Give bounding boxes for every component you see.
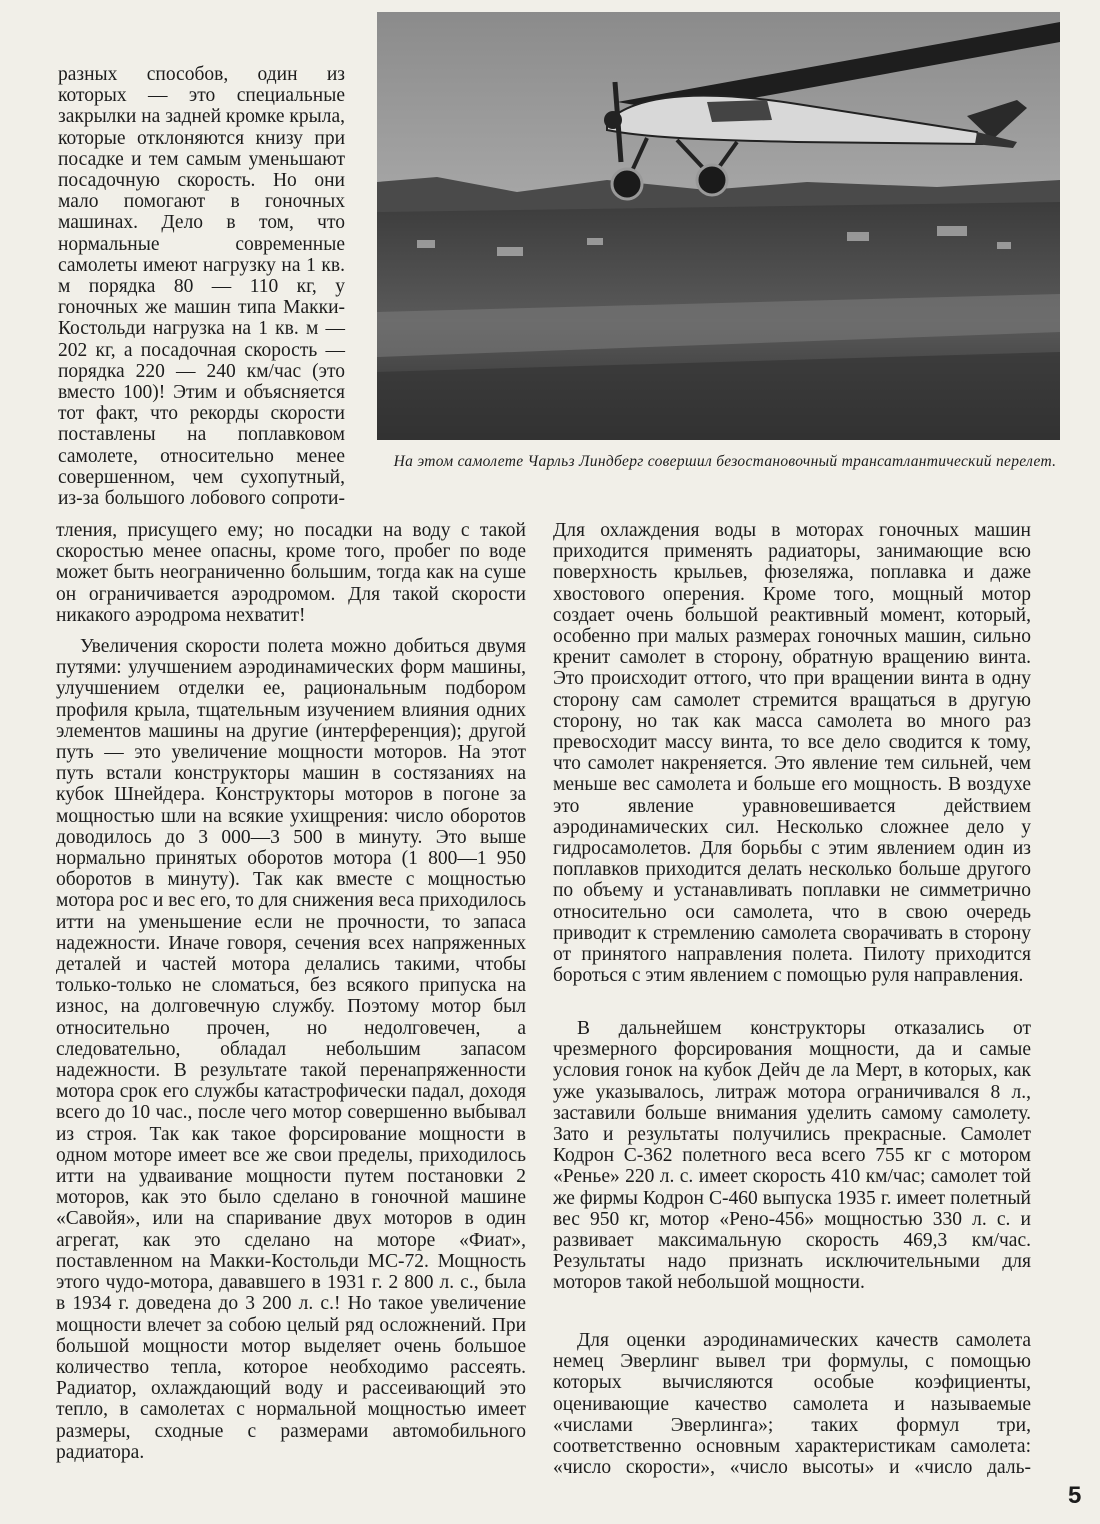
page-number: 5: [1068, 1482, 1082, 1509]
right-column-paragraph-everling: Для оценки аэродинамических качеств самолета немец Эверлинг вывел три формулы, с помощью которых вычисляются особые коэфициенты, оценивающие качество самолета и называемые «числами Эверлинга»; таких формул три, соответственно основным характеристикам самолета: «число скорости», «число высоты» и «число даль-: [553, 1330, 1031, 1479]
photo-caption: На этом самолете Чарльз Линдберг совершил безостановочный трансатлантический перелет.: [393, 453, 1057, 470]
airplane-photo-illustration: [377, 12, 1060, 440]
right-column-paragraph-caudron: В дальнейшем конструкторы отказались от чрезмерного форсирования мощности, да и самые условия гонок на кубок Дейч де ла Мерт, в которых, как уже указывалось, литраж мотора ограничивался 8 л., заставили больше внимания уделить самому самолету. Зато и результаты получились прекрасные. Самолет Кодрон С-362 полетного веса всего 755 кг с мотором «Ренье» 220 л. с. имеет скорость 410 км/час; самолет той же фирмы Кодрон С-460 выпуска 1935 г. имеет полетный вес 950 кг, мотор «Рено-456» мощностью 330 л. с. и развивает максимальную скорость 469,3 км/час. Результаты надо признать исключительными для моторов такой небольшой мощности.: [553, 1018, 1031, 1294]
right-column-paragraph-radiators: Для охлаждения воды в моторах гоночных машин приходится применять радиаторы, занимающие всю поверхность крыльев, фюзеляжа, поплавка и даже хвостового оперения. Кроме того, мощный мотор создает очень большой реактивный момент, который, особенно при малых размерах гоночных машин, сильно кренит самолет в сторону, обратную вращению винта. Это происходит оттого, что при вращении винта в одну сторону сам самолет стремится вращаться в другую сторону, но так как масса самолета во много раз превосходит массу винта, то все дело сводится к тому, что самолет накреняется. Это явление тем сильней, чем меньше вес самолета и больше его мощность. В воздухе это явление уравновешивается действием аэродинамических сил. Несколько сложнее дело у гидросамолетов. Для борьбы с этим явлением один из поплавков приходится делать несколько больше другого по объему и устанавливать поплавки не симметрично относительно оси самолета, что в свою очередь приводит к стремлению самолета сворачивать в сторону от принятого направления полета. Пилоту приходится бороться с этим явлением с помощью руля направления.: [553, 520, 1031, 987]
left-column-opening-text: разных способов, один из которых — это специальные закрылки на задней кромке крыла, которые отклоняются книзу при посадке и тем самым уменьшают посадочную скорость. Но они мало помогают в гоночных машинах. Дело в том, что нормальные современные самолеты имеют нагрузку на 1 кв. м порядка 80 — 110 кг, у гоночных же машин типа Макки-Костольди нагрузка на 1 кв. м — 202 кг, а посадочная скорость — порядка 220 — 240 км/час (это вместо 100)! Этим и объясняется тот факт, что рекорды скорости поставлены на поплавковом самолете, относительно менее совершенном, чем сухопутный, из-за большого лобового сопроти-: [58, 64, 345, 510]
left-column-continuation-text: тления, присущего ему; но посадки на воду с такой скоростью менее опасны, кроме того, пробег по воде может быть неограниченно большим, тогда как на суше он ограничивается аэродромом. Для такой скорости никакого аэродрома нехватит!: [56, 520, 526, 626]
left-column-paragraph-engine-power: Увеличения скорости полета можно добиться двумя путями: улучшением аэродинамических форм машины, улучшением отделки ее, рациональным подбором профиля крыла, тщательным изучением влияния одних элементов машины на другие (интерференция); другой путь — это увеличение мощности моторов. На этот путь встали конструкторы машин в состязаниях на кубок Шнейдера. Конструкторы моторов в погоне за мощностью шли на всякие ухищрения: число оборотов доводилось до 3 000—3 500 в минуту. Это выше нормально принятых оборотов мотора (1 800—1 950 оборотов в минуту). Так как вместе с мощностью мотора рос и вес его, то для снижения веса приходилось итти на уменьшение если не прочности, то запаса надежности. Иначе говоря, сечения всех напряженных деталей и частей мотора делались такими, чтобы только-только не сломаться, без всякого припуска на износ, на долговечную службу. Поэтому мотор был относительно прочен, но недолговечен, а следовательно, обладал небольшим запасом надежности. В результате такой перенапряженности мотора срок его службы катастрофически падал, доходя всего до 10 час., после чего мотор совершенно выбывал из строя. Так как такое форсирование мощности в одном моторе имеет все же свои пределы, приходилось итти на удваивание мощности путем постановки 2 моторов, как это было сделано в гоночной машине «Савойя», или на спаривание двух моторов в один агрегат, как это сделано на моторе «Фиат», поставленном на Макки-Костольди МС-72. Мощность этого чудо-мотора, дававшего в 1931 г. 2 800 л. с., была в 1934 г. доведена до 3 200 л. с.! Но такое увеличение мощности влечет за собою целый ряд осложнений. При большой мощности мотор выделяет очень большое количество тепла, которое необходимо рассеять. Радиатор, охлаждающий воду и рассеивающий это тепло, в самолетах с нормальной мощностью имеет размеры, сходные с размерами автомобильного радиатора.: [56, 636, 526, 1463]
airplane-photo: [377, 12, 1060, 440]
